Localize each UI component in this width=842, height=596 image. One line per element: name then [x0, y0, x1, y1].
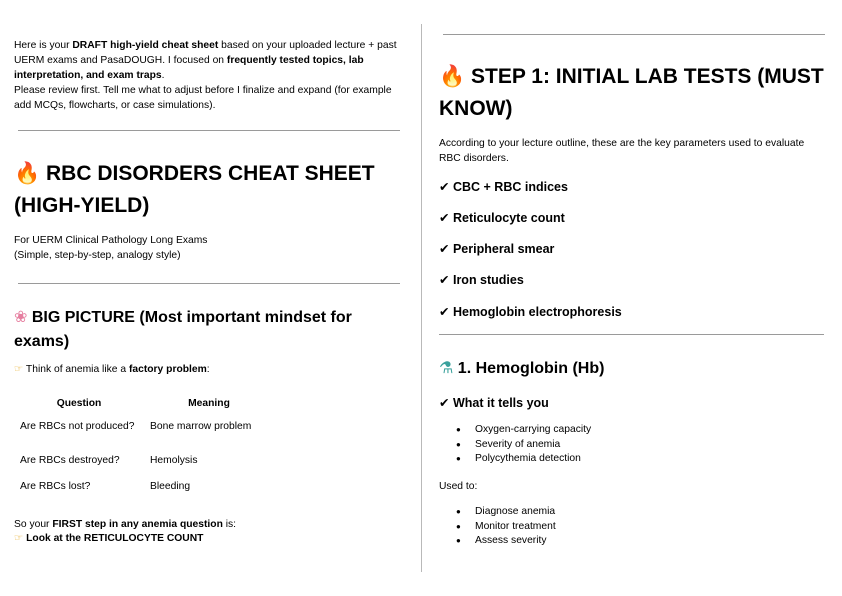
factory-table [14, 390, 274, 507]
check-icon: ✔ [439, 273, 450, 287]
section-rule [443, 34, 825, 35]
big-picture-heading: ❀ BIG PICTURE (Most important mindset for exams) [14, 307, 352, 350]
column-divider [421, 24, 422, 572]
check-icon: ✔ [439, 180, 450, 194]
table-cell: Are RBCs not produced? [20, 421, 135, 432]
hemoglobin-heading: ⚗ 1. Hemoglobin (Hb) [439, 358, 605, 377]
list-item: ✔ Hemoglobin electrophoresis [439, 305, 622, 319]
table-header: Question [56, 397, 102, 409]
table-row [14, 455, 274, 481]
check-icon: ✔ [439, 211, 450, 225]
used-to-label: Used to: [439, 481, 478, 492]
table-row [14, 416, 274, 455]
table-cell: Are RBCs destroyed? [20, 455, 120, 466]
what-it-tells-list [439, 423, 591, 467]
section-rule [18, 283, 400, 284]
intro-paragraph: Here is your DRAFT high-yield cheat sheet based on your uploaded lecture + past UERM exams and PasaDOUGH. I focused on frequently tested topics, lab interpretation, and exam traps. Please review first. Tell me what to adjust before I finalize and expand (for example add MCQs, flowcharts, or case simulations). [14, 40, 397, 111]
table-header-row [14, 390, 274, 416]
first-step-note: So your FIRST step in any anemia question is: [14, 519, 237, 530]
list-item: ● Oxygen-carrying capacity [475, 423, 591, 438]
section-rule [18, 130, 400, 131]
table-cell: Bleeding [150, 481, 191, 492]
section-rule [439, 334, 824, 335]
test-tube-icon: ⚗ [439, 358, 454, 377]
check-icon: ✔ [439, 396, 450, 410]
step1-description: According to your lecture outline, these are the key parameters used to evaluate RBC disorders. [439, 138, 805, 164]
check-icon: ✔ [439, 305, 450, 319]
factory-analogy: ☞ Think of anemia like a factory problem: [14, 363, 210, 375]
fire-icon: 🔥 [14, 161, 41, 185]
check-icon: ✔ [439, 242, 450, 256]
table-row [14, 481, 274, 507]
page-title: 🔥 RBC DISORDERS CHEAT SHEET (HIGH-YIELD) [14, 161, 375, 217]
list-item: ● Severity of anemia [475, 438, 591, 453]
fire-icon: 🔥 [439, 64, 466, 88]
list-item: ● Polycythemia detection [475, 452, 591, 467]
list-item: ● Monitor treatment [475, 520, 556, 535]
table-cell: Bone marrow problem [150, 421, 252, 432]
pointing-hand-icon: ☞ [14, 363, 24, 375]
list-item: ✔ Reticulocyte count [439, 211, 565, 225]
list-item: ✔ Peripheral smear [439, 242, 555, 256]
pointing-hand-icon: ☞ [14, 532, 24, 544]
reticulocyte-callout: ☞ Look at the RETICULOCYTE COUNT [14, 532, 204, 544]
list-item: ✔ Iron studies [439, 273, 524, 287]
brain-icon: ❀ [14, 307, 28, 326]
table-header: Meaning [188, 397, 230, 409]
table-cell: Are RBCs lost? [20, 481, 91, 492]
table-cell: Hemolysis [150, 455, 198, 466]
list-item: ● Diagnose anemia [475, 505, 556, 520]
what-it-tells-label: ✔ What it tells you [439, 396, 549, 410]
step1-heading: 🔥 STEP 1: INITIAL LAB TESTS (MUST KNOW) [439, 64, 824, 120]
list-item: ● Assess severity [475, 534, 556, 549]
used-to-list [439, 505, 556, 549]
title-subtitle: For UERM Clinical Pathology Long Exams (Simple, step-by-step, analogy style) [14, 235, 208, 261]
list-item: ✔ CBC + RBC indices [439, 180, 568, 194]
